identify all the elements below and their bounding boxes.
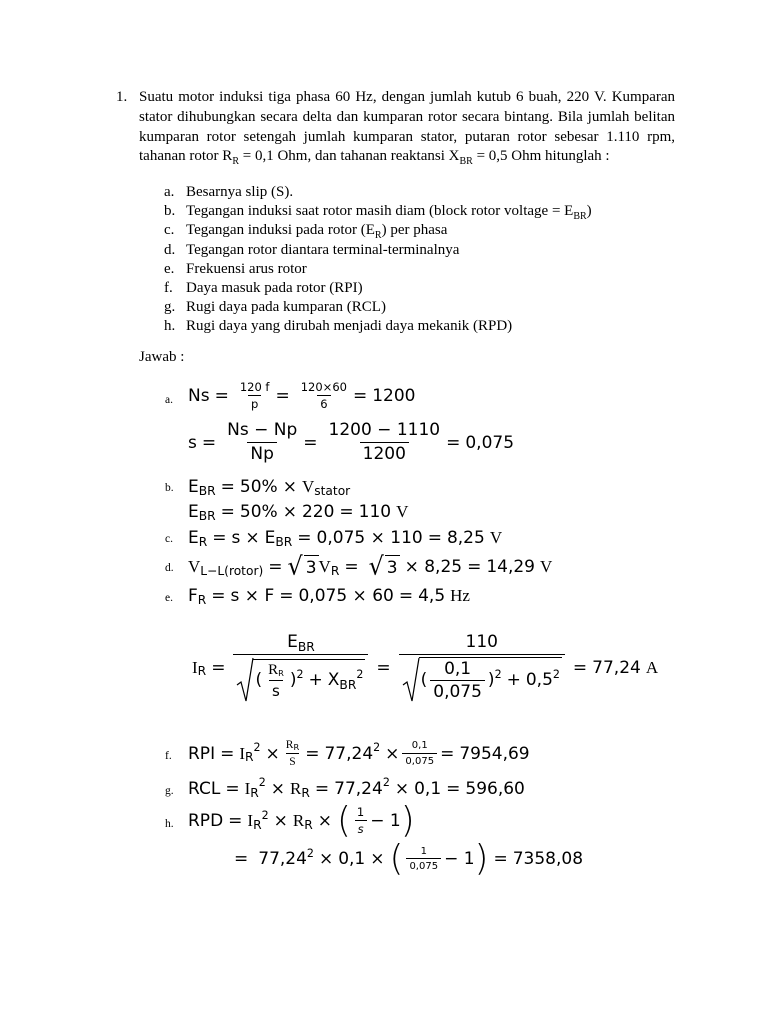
subscript-br: BR	[198, 483, 216, 498]
subscript-r: R	[197, 592, 207, 607]
ir-result: 77,24	[592, 657, 641, 678]
close-paren: )	[474, 838, 489, 879]
f-symbol: F	[188, 586, 198, 606]
fraction-numerator: 120 f	[239, 380, 270, 394]
subscript-ll-rotor: L−L(rotor)	[200, 563, 264, 578]
rpi-result: 7954,69	[459, 743, 530, 764]
equals-sign: =	[225, 779, 240, 799]
question-text-end: )	[586, 203, 592, 220]
fraction-numerator: 120×60	[300, 380, 347, 394]
subscript-br: BR	[275, 534, 293, 549]
equation-ir	[192, 633, 658, 703]
subscript-r: R	[197, 664, 207, 679]
open-paren: (	[420, 670, 428, 691]
fraction-denominator: 1200	[360, 442, 409, 465]
problem-text-sub-r: R	[232, 156, 239, 168]
problem-text-2: = 0,1 Ohm, dan tahanan reaktansi X	[238, 148, 460, 165]
question-text: Frekuensi arus rotor	[186, 260, 307, 277]
percent-value: 50%	[239, 477, 278, 497]
fr-expression-values: 0,075 × 60	[298, 586, 394, 606]
equation-ebr-2	[188, 502, 408, 522]
times-sign: ×	[265, 743, 280, 764]
fraction-numerator: 1	[420, 845, 427, 857]
question-label: e.	[164, 260, 175, 277]
radicand	[419, 657, 562, 703]
equation-rcl	[188, 776, 525, 800]
equals-sign: =	[303, 432, 318, 453]
equals-sign: =	[279, 586, 294, 606]
times-sign: ×	[318, 849, 334, 870]
times-sign: ×	[317, 811, 332, 832]
plus-sign: +	[308, 670, 323, 691]
ns-fraction-1	[237, 381, 273, 411]
ebr-result: 110	[358, 502, 392, 522]
e-symbol: E	[264, 528, 276, 548]
rpd-symbol: RPD	[188, 811, 224, 832]
exponent: 2	[552, 667, 560, 681]
subscript-br: BR	[297, 639, 315, 654]
exponent: 2	[261, 808, 269, 822]
question-text: Tegangan rotor diantara terminal-terminalnya	[186, 241, 460, 258]
equals-sign: =	[228, 811, 243, 832]
question-label: d.	[164, 241, 176, 258]
equation-ebr-1	[188, 477, 350, 497]
exponent: 2	[253, 741, 261, 755]
stator-voltage: 220	[301, 502, 335, 522]
answer-label-d: d.	[165, 562, 174, 574]
fraction-numerator: 1	[356, 804, 365, 819]
sqrt-three	[287, 551, 319, 581]
question-label: c.	[164, 222, 175, 239]
problem-statement	[139, 88, 675, 172]
fraction-denominator: 0,075	[406, 858, 441, 873]
radicand: 3	[305, 558, 317, 579]
equals-sign: =	[211, 657, 226, 678]
ns-result: 1200	[372, 386, 416, 407]
question-text-main: Tegangan induksi pada rotor (E	[186, 222, 375, 239]
question-label: f.	[164, 279, 173, 296]
equals-sign: =	[220, 743, 235, 764]
subscript-r: R	[250, 785, 259, 800]
r-symbol: R	[268, 661, 279, 678]
er-expression: 0,075 × 110	[316, 528, 423, 548]
rcl-result: 596,60	[465, 779, 525, 799]
equation-rpd-1	[188, 800, 415, 841]
times-sign: ×	[385, 743, 400, 764]
question-item	[164, 183, 664, 202]
x-symbol: X	[327, 670, 340, 691]
v-symbol: V	[301, 477, 315, 496]
exponent: 2	[494, 667, 502, 681]
fraction-denominator	[399, 654, 565, 703]
vll-result: 14,29	[486, 556, 535, 577]
open-paren: (	[336, 800, 351, 841]
question-label: g.	[164, 299, 176, 316]
equals-sign: =	[220, 502, 235, 522]
i-symbol: I	[192, 657, 198, 677]
times-sign: ×	[282, 477, 297, 497]
one-over-s-fraction	[354, 806, 367, 836]
rpd-result: 7358,08	[512, 849, 584, 870]
equation-er	[188, 528, 502, 548]
equals-sign: =	[220, 477, 235, 497]
answer-label-e: e.	[165, 592, 173, 604]
equation-ns	[188, 381, 415, 411]
question-item	[164, 279, 664, 298]
answer-label-c: c.	[165, 533, 173, 545]
rr-over-s-fraction	[283, 738, 302, 769]
question-text-main: Tegangan induksi saat rotor masih diam (block rotor voltage = E	[186, 203, 574, 220]
problem-text-sub-br: BR	[459, 156, 473, 168]
equals-sign: =	[339, 502, 354, 522]
equals-sign: =	[275, 386, 290, 407]
equation-slip	[188, 421, 514, 464]
question-text: Daya masuk pada rotor (RPI)	[186, 279, 363, 296]
slip-symbol: s	[188, 432, 197, 453]
one-over-slip-value-fraction	[406, 846, 441, 873]
slip-symbol: s	[231, 528, 241, 548]
r-symbol: R	[285, 739, 294, 751]
fraction-numerator: Ns − Np	[227, 420, 298, 440]
slip-fraction-1	[224, 421, 300, 464]
ir-fraction-numeric	[399, 633, 565, 703]
problem-text-1: Suatu motor induksi tiga phasa 60 Hz, dengan jumlah kutub 6 buah, 220 V. Kumparan stator dihubungkan secara delta dan kumparan rotor secara bintang. Bila jumlah belitan kumparan rotor setengah jumlah kumparan stator, putaran rotor sebesar 1.110 rpm, tahanan rotor R	[139, 89, 675, 165]
equation-rpi	[188, 738, 530, 769]
minus-one: − 1	[370, 811, 401, 832]
times-sign: ×	[394, 779, 410, 799]
close-paren: )	[289, 670, 297, 691]
unit-volt: V	[489, 528, 503, 547]
answer-label-b: b.	[165, 482, 174, 494]
equals-sign: =	[572, 657, 588, 678]
slip-result: 0,075	[465, 432, 515, 453]
fr-expression: s × F	[230, 586, 275, 606]
question-item	[164, 317, 664, 336]
fraction-denominator: s	[269, 680, 283, 700]
fraction-denominator: 6	[317, 395, 330, 411]
subscript-r: R	[330, 563, 340, 578]
radicand: 3	[386, 558, 398, 579]
plus-sign: +	[506, 670, 521, 691]
r-symbol: R	[290, 779, 302, 798]
equals-sign: =	[446, 432, 461, 453]
fr-result: 4,5	[418, 586, 446, 606]
ir-value: 77,24	[334, 779, 383, 799]
radical-icon	[236, 657, 254, 703]
exponent: 2	[356, 667, 364, 681]
r-symbol: R	[292, 811, 305, 831]
question-item	[164, 298, 664, 317]
subscript-stator: stator	[314, 483, 351, 498]
radical-icon	[402, 657, 420, 703]
ir-value: 77,24	[324, 743, 374, 764]
fraction-numerator: 0,1	[411, 740, 428, 752]
times-sign: ×	[270, 779, 286, 799]
rr-over-s-value-fraction	[402, 740, 437, 767]
exponent: 2	[258, 776, 266, 790]
equation-rpd-2	[234, 838, 584, 879]
question-text-end: ) per phasa	[381, 222, 448, 239]
close-paren: )	[400, 800, 415, 841]
equals-sign: =	[305, 743, 320, 764]
equals-sign: =	[344, 556, 359, 577]
vll-expression: × 8,25	[404, 556, 463, 577]
exponent: 2	[373, 741, 381, 755]
fraction-denominator: 0,075	[430, 680, 485, 703]
open-paren: (	[389, 838, 404, 879]
sqrt-three	[368, 551, 400, 581]
question-list	[164, 183, 664, 337]
fraction-numerator: 1200 − 1110	[328, 420, 441, 440]
unit-hz: Hz	[450, 586, 470, 605]
rr-value: 0,1	[414, 779, 442, 799]
rr-over-s-value-fraction	[430, 660, 485, 703]
equals-sign: =	[234, 849, 249, 870]
fraction-numerator: 0,1	[444, 658, 472, 679]
times-sign: ×	[245, 528, 260, 548]
e-symbol: E	[188, 502, 199, 522]
subscript-r: R	[293, 742, 300, 753]
fraction-numerator	[283, 738, 302, 753]
question-item	[164, 260, 664, 279]
i-symbol: I	[247, 811, 254, 831]
question-label: h.	[164, 318, 176, 335]
open-paren: (	[255, 670, 263, 691]
e-symbol: E	[287, 632, 298, 653]
equals-sign: =	[446, 779, 461, 799]
equals-sign: =	[314, 779, 330, 799]
close-paren: )	[487, 670, 495, 691]
exponent: 2	[306, 846, 314, 860]
problem-number: 1.	[116, 89, 128, 105]
unit-volt: V	[396, 502, 409, 521]
rr-over-s-fraction	[265, 662, 287, 701]
unit-volt: V	[540, 556, 553, 576]
question-text-sub: BR	[573, 211, 587, 223]
v-symbol: V	[318, 556, 331, 576]
times-sign: ×	[282, 502, 297, 522]
question-text-sub: R	[374, 230, 382, 242]
subscript-br: BR	[198, 508, 216, 523]
exponent: 2	[382, 776, 390, 790]
ir-value: 77,24	[258, 849, 307, 870]
e-symbol: E	[188, 477, 199, 497]
fraction-numerator	[265, 662, 287, 680]
equation-fr	[188, 586, 470, 606]
radical-icon: √	[287, 551, 303, 581]
subscript-r: R	[198, 534, 208, 549]
subscript-r: R	[304, 817, 313, 832]
question-text: Besarnya slip (S).	[186, 184, 294, 200]
answer-label-f: f.	[165, 750, 172, 762]
xbr-value: 0,5	[525, 670, 553, 691]
answer-heading: Jawab :	[139, 349, 185, 365]
question-label: a.	[164, 184, 175, 200]
fraction-numerator	[284, 633, 318, 654]
radical-icon: √	[368, 551, 384, 581]
equals-sign: =	[440, 743, 455, 764]
fraction-numerator: 110	[465, 632, 498, 652]
fraction-denominator: s	[355, 820, 367, 836]
slip-fraction-2	[326, 421, 444, 464]
i-symbol: I	[244, 779, 251, 798]
fraction-denominator	[233, 654, 368, 703]
question-item	[164, 202, 664, 221]
question-text: Rugi daya pada kumparan (RCL)	[186, 299, 386, 316]
minus-one: − 1	[444, 849, 475, 870]
rpi-symbol: RPI	[188, 743, 216, 764]
rcl-symbol: RCL	[188, 779, 221, 799]
ns-fraction-2	[298, 381, 350, 411]
question-item	[164, 241, 664, 260]
equals-sign: =	[214, 386, 229, 407]
answer-label-h: h.	[165, 818, 174, 830]
equals-sign: =	[467, 556, 482, 577]
i-symbol: I	[239, 743, 245, 763]
exponent: 2	[296, 667, 304, 681]
question-item	[164, 221, 664, 240]
percent-value: 50%	[239, 502, 278, 522]
equals-sign: =	[398, 586, 414, 606]
question-label: b.	[164, 203, 176, 220]
equals-sign: =	[201, 432, 217, 453]
subscript-r: R	[245, 750, 254, 765]
rr-value: 0,1	[338, 849, 366, 870]
e-symbol: E	[188, 528, 199, 548]
subscript-r: R	[278, 668, 284, 679]
times-sign: ×	[273, 811, 288, 832]
subscript-br: BR	[339, 677, 357, 692]
equation-vll	[188, 551, 553, 581]
fraction-denominator: Np	[247, 442, 277, 465]
equals-sign: =	[493, 849, 508, 870]
ir-fraction-symbolic	[233, 633, 368, 703]
question-text: Rugi daya yang dirubah menjadi daya mekanik (RPD)	[186, 318, 513, 335]
equals-sign: =	[352, 386, 368, 407]
equals-sign: =	[297, 528, 312, 548]
ns-symbol: Ns	[188, 386, 210, 407]
fraction-denominator: p	[248, 395, 261, 411]
times-sign: ×	[370, 849, 385, 870]
radicand	[253, 659, 365, 701]
equals-sign: =	[427, 528, 442, 548]
unit-ampere: A	[645, 657, 659, 677]
equals-sign: =	[212, 528, 227, 548]
equals-sign: =	[376, 657, 391, 678]
er-result: 8,25	[446, 528, 485, 548]
problem-text-3: = 0,5 Ohm hitunglah :	[472, 148, 610, 165]
answer-label-g: g.	[165, 785, 174, 797]
equals-sign: =	[211, 586, 226, 606]
v-symbol: V	[188, 556, 201, 576]
fraction-denominator: 0,075	[402, 753, 437, 768]
answer-label-a: a.	[165, 394, 173, 406]
equals-sign: =	[268, 556, 283, 577]
fraction-denominator: S	[286, 753, 298, 769]
subscript-r: R	[253, 817, 262, 832]
subscript-r: R	[301, 785, 310, 800]
